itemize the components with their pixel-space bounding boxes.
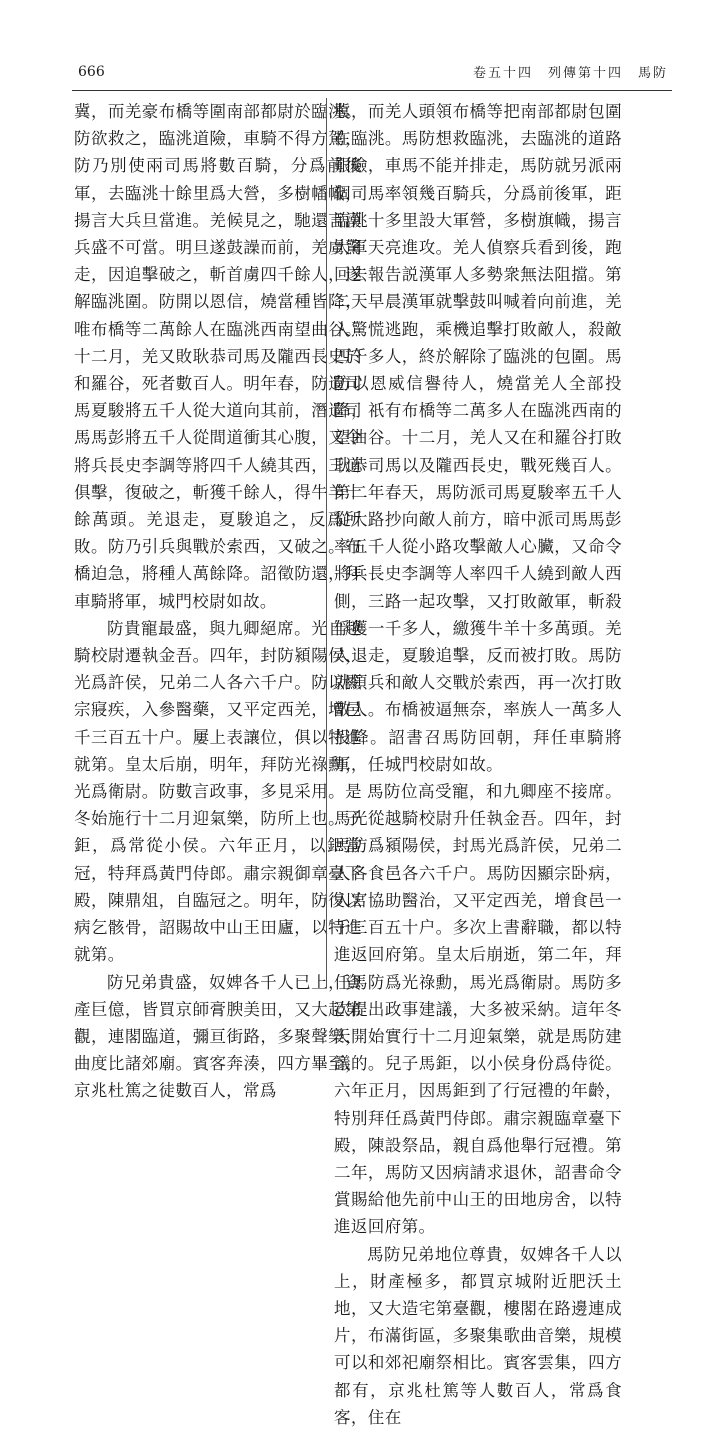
classical-text-column <box>74 98 362 1105</box>
page-number: 666 <box>78 64 105 80</box>
header-rule <box>72 90 672 91</box>
translation-paragraph-3: 馬防兄弟地位尊貴，奴婢各千人以上，財產極多，都買京城附近肥沃土地，又大造宅第臺觀，樓閣在路邊連成片，布滿街區，多聚集歌曲音樂，規模可以和郊祀廟祭相比。賓客雲集，四方都有，京兆杜篤等人數百人，常爲食客，住在 <box>334 1244 622 1427</box>
page-header <box>78 62 668 86</box>
running-head: 卷五十四 列傳第十四 馬防 <box>472 66 668 81</box>
translation-paragraph-1: 冀，而羌人頭領布橋等把南部都尉包圍在臨洮。馬防想救臨洮，去臨洮的道路艱險，車馬不能并排走，馬防就另派兩個司馬率領幾百騎兵，分爲前後軍，距臨洮十多里設大軍營，多樹旗幟，揚言大軍天亮進攻。羌人偵察兵看到後，跑回去報告説漢軍人多勢衆無法阻擋。第二天早晨漢軍就擊鼓叫喊着向前進，羌人驚慌逃跑，乘機追擊打敗敵人，殺敵四千多人，終於解除了臨洮的包圍。馬防以恩威信譽待人，燒當羌人全部投降，祇有布橋等二萬多人在臨洮西南的望曲谷。十二月，羌人又在和羅谷打敗耿恭司馬以及隴西長史，戰死幾百人。第二年春天，馬防派司馬夏駿率五千人從大路抄向敵人前方，暗中派司馬馬彭率五千人從小路攻擊敵人心臟，又命令將兵長史李調等人率四千人繞到敵人西側，三路一起攻擊，又打敗敵軍，斬殺俘獲一千多人，繳獲牛羊十多萬頭。羌人退走，夏駿追擊，反而被打敗。馬防就領兵和敵人交戰於索西，再一次打敗敵人。布橋被逼無奈，率族人一萬多人投降。詔書召馬防回朝，拜任車騎將軍，任城門校尉如故。 <box>334 102 622 774</box>
classical-paragraph-1: 冀，而羌豪布橋等圍南部都尉於臨洮。防欲救之，臨洮道險，車騎不得方駕，防乃別使兩司馬將數百騎，分爲前後軍，去臨洮十餘里爲大營，多樹幡幟，揚言大兵旦當進。羌候見之，馳還言漢兵盛不可當。明旦遂鼓譟而前，羌虜驚走，因追擊破之，斬首虜四千餘人，遂解臨洮圍。防開以恩信，燒當種皆降，唯布橋等二萬餘人在臨洮西南望曲谷。十二月，羌又敗耿恭司馬及隴西長史於和羅谷，死者數百人。明年春，防遣司馬夏駿將五千人從大道向其前，潛遣司馬馬彭將五千人從間道衝其心腹，又令將兵長史李調等將四千人繞其西，三道俱擊，復破之，斬獲千餘人，得牛羊十餘萬頭。羌退走，夏駿追之，反爲所敗。防乃引兵與戰於索西，又破之。布橋迫急，將種人萬餘降。詔徵防還，拜車騎將軍，城門校尉如故。 <box>74 102 362 611</box>
column-divider <box>326 98 327 988</box>
classical-paragraph-2: 防貴寵最盛，與九卿絕席。光自越騎校尉遷執金吾。四年，封防潁陽侯，光爲許侯，兄弟二人各六千户。防以顯宗寢疾，入參醫藥，又平定西羌，增邑千三百五十户。屢上表讓位，俱以特進就第。皇太后崩，明年，拜防光祿勳，光爲衛尉。防數言政事，多見采用。是冬始施行十二月迎氣樂，防所上也。子鉅，爲常從小侯。六年正月，以鉅當冠，特拜爲黃門侍郎。肅宗親御章臺下殿，陳鼎俎，自臨冠之。明年，防復以病乞骸骨，詔賜故中山王田廬，以特進就第。 <box>74 618 362 965</box>
classical-paragraph-3: 防兄弟貴盛，奴婢各千人已上，資產巨億，皆買京師膏腴美田，又大起第觀，連閣臨道，彌亘街路，多聚聲樂，曲度比諸郊廟。賓客奔湊，四方畢至，京兆杜篤之徒數百人，常爲 <box>74 972 362 1101</box>
translation-text-column <box>334 98 622 1431</box>
translation-paragraph-2: 馬防位高受寵，和九卿座不接席。馬光從越騎校尉升任執金吾。四年，封馬防爲潁陽侯，封馬光爲許侯，兄弟二人各食邑各六千户。馬防因顯宗卧病，入宮協助醫治，又平定西羌，增食邑一千三百五十户。多次上書辭職，都以特進返回府第。皇太后崩逝，第二年，拜任馬防爲光祿勳，馬光爲衛尉。馬防多次提出政事建議，大多被采納。這年冬天開始實行十二月迎氣樂，就是馬防建議的。兒子馬鉅，以小侯身份爲侍從。六年正月，因馬鉅到了行冠禮的年齡，特別拜任爲黃門侍郎。肅宗親臨章臺下殿，陳設祭品，親自爲他舉行冠禮。第二年，馬防又因病請求退休，詔書命令賞賜給他先前中山王的田地房舍，以特進返回府第。 <box>334 782 622 1237</box>
